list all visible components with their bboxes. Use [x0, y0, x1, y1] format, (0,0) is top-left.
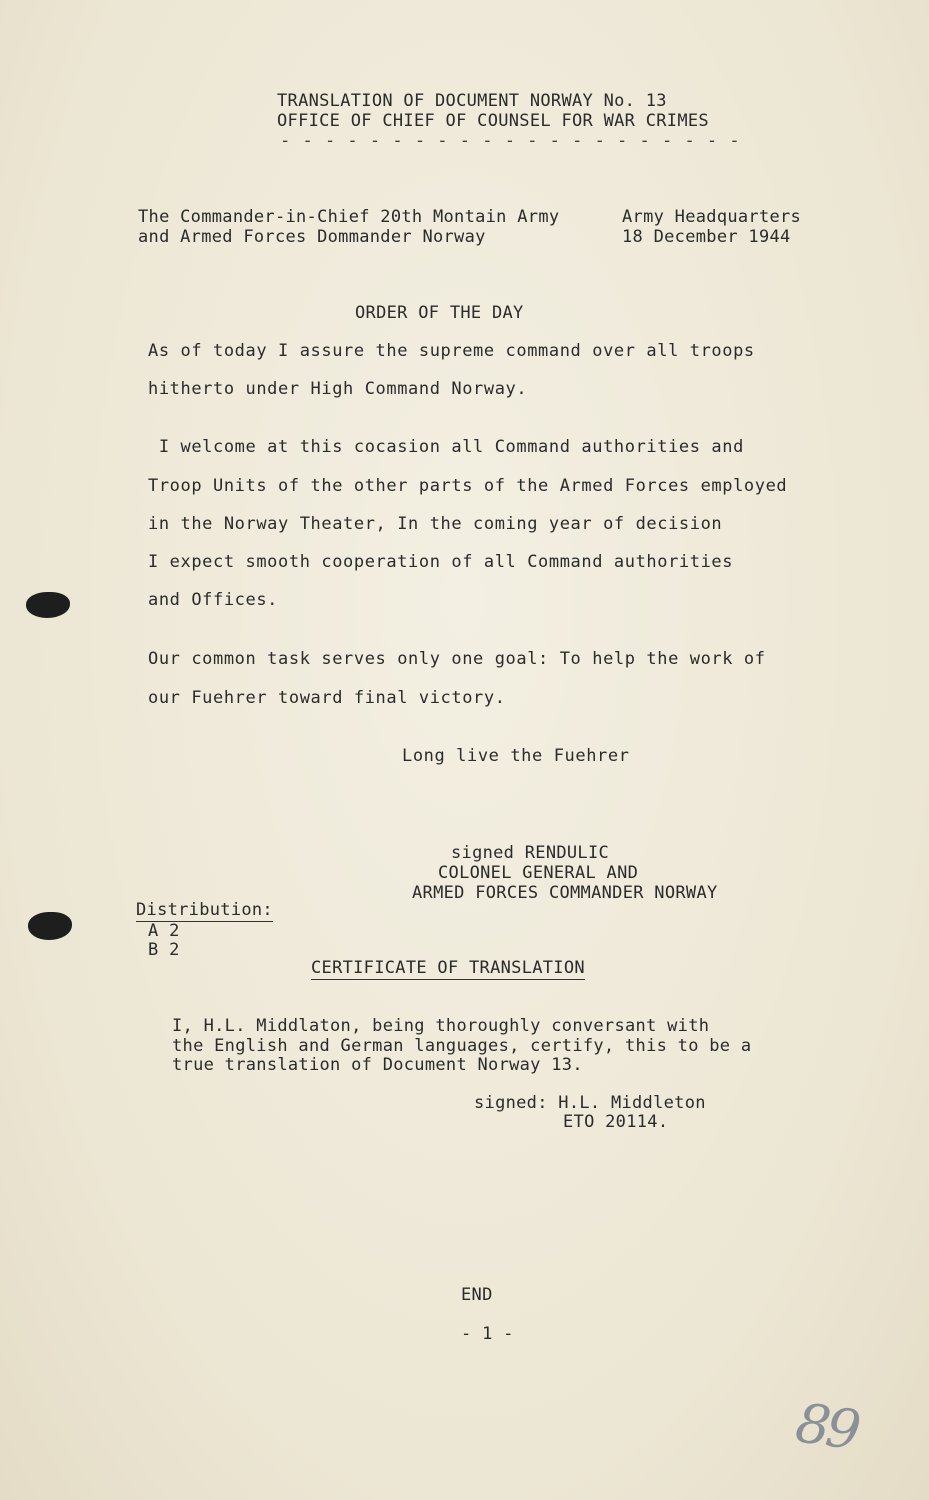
signature-line-2: COLONEL GENERAL AND	[438, 863, 639, 883]
handwritten-page-number: 89	[791, 1391, 861, 1462]
paragraph-line: and Offices.	[148, 590, 279, 610]
order-title: ORDER OF THE DAY	[355, 303, 524, 323]
paragraph-line: Troop Units of the other parts of the Armed Forces employed	[148, 476, 788, 496]
distribution-item-b: B 2	[148, 940, 180, 960]
distribution-item-a: A 2	[148, 921, 180, 941]
place-line: Army Headquarters	[622, 207, 802, 227]
page-number: - 1 -	[461, 1324, 514, 1344]
header-line-2: OFFICE OF CHIEF OF COUNSEL FOR WAR CRIMES	[277, 111, 709, 131]
paragraph-line: I welcome at this cocasion all Command authorities and	[148, 437, 744, 457]
sender-line-2: and Armed Forces Dommander Norway	[138, 227, 486, 247]
header-separator: - - - - - - - - - - - - - - - - - - - - -	[280, 131, 741, 151]
distribution-label: Distribution:	[136, 900, 273, 920]
paragraph-line: I expect smooth cooperation of all Command authorities	[148, 552, 734, 572]
certificate-eto: ETO 20114.	[563, 1112, 669, 1132]
paragraph-line: hitherto under High Command Norway.	[148, 379, 528, 399]
signature-line-1: signed RENDULIC	[451, 843, 610, 863]
paragraph-line: our Fuehrer toward final victory.	[148, 688, 506, 708]
signature-line-3: ARMED FORCES COMMANDER NORWAY	[412, 883, 718, 903]
sender-line-1: The Commander-in-Chief 20th Montain Army	[138, 207, 560, 227]
paragraph-line: As of today I assure the supreme command over all troops	[148, 341, 755, 361]
header-line-1: TRANSLATION OF DOCUMENT NORWAY No. 13	[277, 91, 667, 111]
certificate-line: I, H.L. Middlaton, being thoroughly conversant with	[172, 1016, 710, 1036]
paragraph-line: in the Norway Theater, In the coming year of decision	[148, 514, 723, 534]
date-line: 18 December 1944	[622, 227, 791, 247]
end-marker: END	[461, 1285, 493, 1305]
certificate-title: CERTIFICATE OF TRANSLATION	[311, 958, 585, 978]
closing-line: Long live the Fuehrer	[402, 746, 630, 766]
certificate-signed: signed: H.L. Middleton	[474, 1093, 706, 1113]
paragraph-line: Our common task serves only one goal: To help the work of	[148, 649, 766, 669]
certificate-line: true translation of Document Norway 13.	[172, 1055, 583, 1075]
punch-hole-bottom	[28, 912, 72, 940]
certificate-line: the English and German languages, certify, this to be a	[172, 1036, 752, 1056]
punch-hole-top	[26, 592, 70, 618]
